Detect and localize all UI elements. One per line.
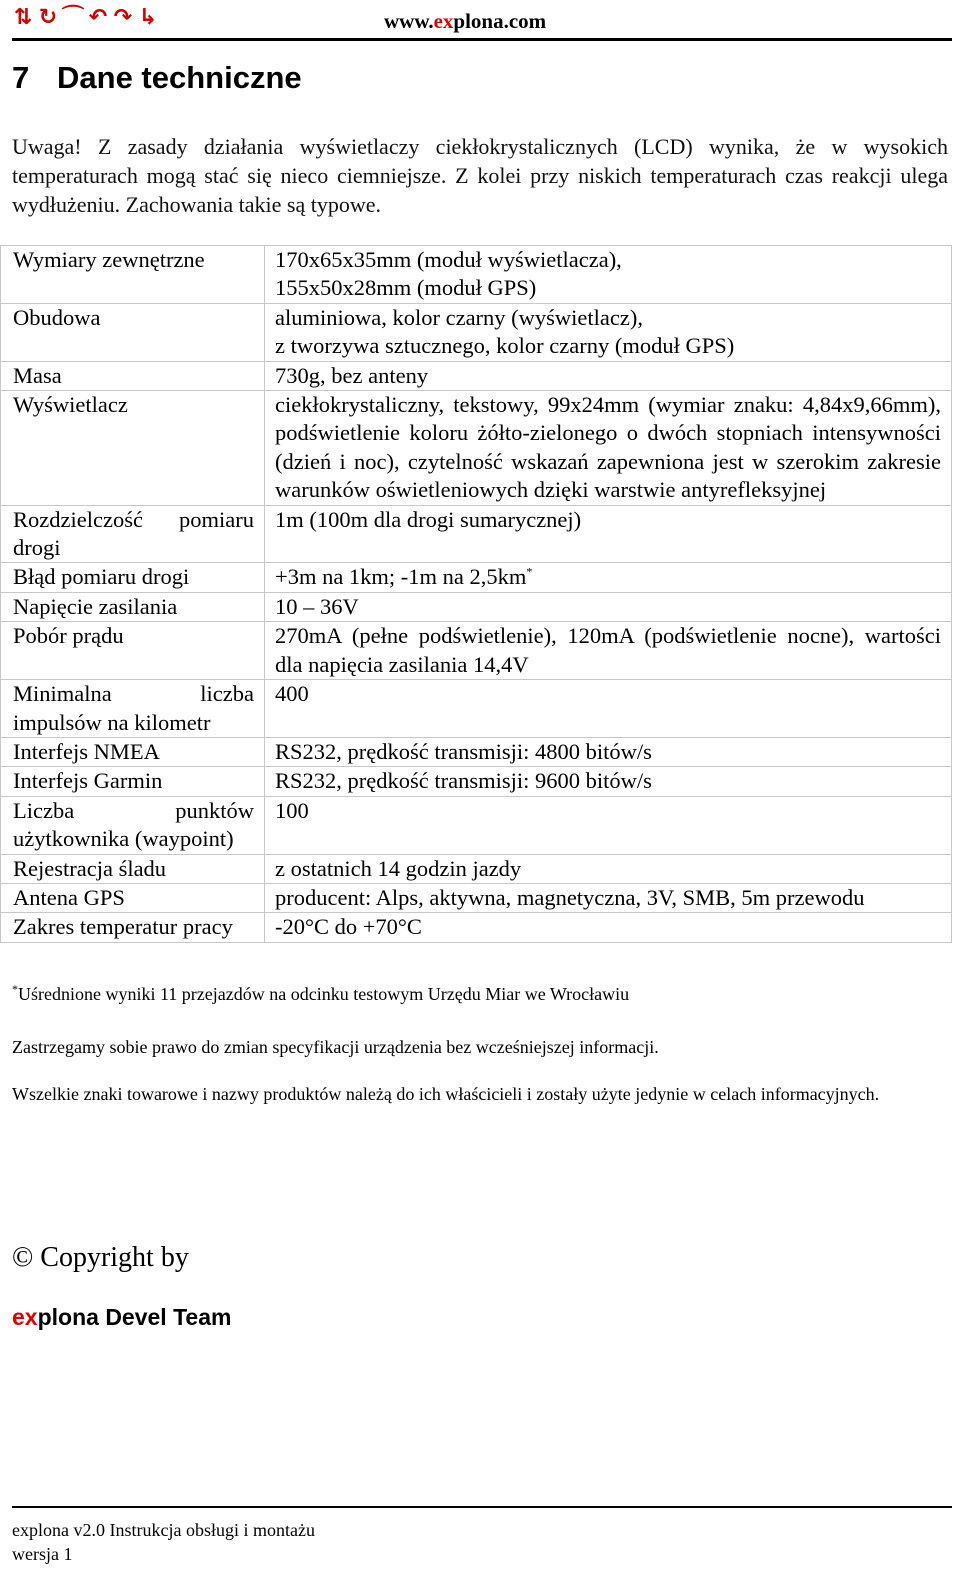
spec-label: Interfejs Garmin	[1, 767, 265, 796]
spec-value-line	[275, 391, 941, 505]
spec-row	[1, 246, 952, 304]
footnote-ref: *	[526, 564, 533, 579]
spec-value-line	[275, 246, 941, 274]
spec-value-line	[275, 797, 941, 825]
spec-value	[265, 361, 952, 390]
spec-value	[265, 680, 952, 738]
spec-value-text: RS232, prędkość transmisji: 4800 bitów/s	[275, 738, 652, 764]
site-prefix: www.	[384, 9, 434, 33]
page-header	[12, 2, 952, 38]
spec-value-text: 270mA (pełne podświetlenie), 120mA (podświetlenie nocne), wartości dla napięcia zasilania 14,4V	[275, 623, 941, 677]
spec-label: Masa	[1, 361, 265, 390]
spec-row	[1, 391, 952, 506]
footer-title: explona v2.0 Instrukcja obsługi i montażu	[12, 1520, 315, 1540]
team-rest: plona Devel Team	[37, 1304, 232, 1330]
spec-value	[265, 854, 952, 883]
spec-value-text: 10 – 36V	[275, 593, 359, 619]
spec-value	[265, 767, 952, 796]
trademarks-paragraph: Wszelkie znaki towarowe i nazwy produktów należą do ich właścicieli i zostały użyte jedynie w celach informacyjnych.	[12, 1084, 880, 1104]
spec-row	[1, 361, 952, 390]
spec-label: Liczba punktów użytkownika (waypoint)	[1, 796, 265, 854]
u-turn-icon: ↻	[38, 5, 58, 30]
header-icon-strip	[12, 4, 159, 32]
spec-value-line	[275, 680, 941, 708]
footnote	[12, 982, 948, 1006]
arc-right-icon: ↶	[88, 5, 108, 30]
spec-value-line	[275, 274, 941, 302]
spec-value-text: aluminiowa, kolor czarny (wyświetlacz),	[275, 304, 643, 330]
spec-label: Wyświetlacz	[1, 391, 265, 506]
spec-value	[265, 505, 952, 563]
footnote-mark: *	[12, 982, 18, 996]
spec-label: Minimalna liczba impulsów na kilometr	[1, 680, 265, 738]
arc-left-icon: ⌒	[62, 5, 85, 30]
spec-label: Pobór prądu	[1, 622, 265, 680]
section-title: Dane techniczne	[57, 60, 302, 95]
spec-value-line	[275, 738, 941, 766]
spec-value-line	[275, 362, 941, 390]
reservation-paragraph: Zastrzegamy sobie prawo do zmian specyfikacji urządzenia bez wcześniejszej informacji.	[12, 1037, 659, 1057]
spec-table	[0, 245, 952, 943]
spec-row	[1, 854, 952, 883]
team-name	[12, 1302, 231, 1332]
spec-row	[1, 303, 952, 361]
spec-row	[1, 737, 952, 766]
spec-label: Błąd pomiaru drogi	[1, 563, 265, 592]
spec-value	[265, 563, 952, 592]
section-heading	[12, 58, 302, 98]
spec-value-text: -20°C do +70°C	[275, 914, 422, 940]
spec-value-line	[275, 622, 941, 679]
spec-row	[1, 913, 952, 942]
footer-version: wersja 1	[12, 1544, 73, 1564]
spec-label: Antena GPS	[1, 883, 265, 912]
spec-value-text: z ostatnich 14 godzin jazdy	[275, 855, 522, 881]
sort-arrows-icon: ⇅	[13, 5, 33, 30]
spec-value	[265, 246, 952, 304]
spec-value-line	[275, 913, 941, 941]
copyright-line: © Copyright by	[12, 1242, 189, 1273]
spec-value-text: 1m (100m dla drogi sumarycznej)	[275, 506, 582, 532]
spec-value-line	[275, 593, 941, 621]
spec-value-text: 400	[275, 681, 309, 707]
spec-row	[1, 563, 952, 592]
spec-row	[1, 680, 952, 738]
spec-row	[1, 622, 952, 680]
spec-value	[265, 737, 952, 766]
spec-value-text: z tworzywa sztucznego, kolor czarny (moduł GPS)	[275, 333, 735, 359]
spec-value	[265, 913, 952, 942]
spec-value-text: 730g, bez anteny	[275, 362, 429, 388]
spec-label: Wymiary zewnętrzne	[1, 246, 265, 304]
spec-label: Obudowa	[1, 303, 265, 361]
site-address	[384, 8, 546, 34]
spec-row	[1, 796, 952, 854]
spec-row	[1, 505, 952, 563]
spec-value-text: RS232, prędkość transmisji: 9600 bitów/s	[275, 768, 652, 794]
spec-value-line	[275, 304, 941, 332]
spec-row	[1, 592, 952, 621]
spec-value	[265, 796, 952, 854]
spec-value-line	[275, 855, 941, 883]
arc-wave-icon: ↷	[113, 5, 133, 30]
spec-value-text: producent: Alps, aktywna, magnetyczna, 3V, SMB, 5m przewodu	[275, 884, 865, 910]
turn-right-icon: ↳	[138, 5, 158, 30]
spec-value-text: 100	[275, 797, 309, 823]
page-footer	[12, 1518, 315, 1566]
spec-label: Napięcie zasilania	[1, 592, 265, 621]
spec-value-line	[275, 506, 941, 534]
spec-value-line	[275, 884, 941, 912]
footer-rule	[12, 1506, 952, 1508]
spec-row	[1, 767, 952, 796]
spec-label: Rozdzielczość pomiaru drogi	[1, 505, 265, 563]
spec-value	[265, 303, 952, 361]
spec-value	[265, 391, 952, 506]
spec-value-line	[275, 332, 941, 360]
spec-row	[1, 883, 952, 912]
spec-value	[265, 622, 952, 680]
header-rule	[12, 38, 952, 41]
spec-value-text: ciekłokrystaliczny, tekstowy, 99x24mm (wymiar znaku: 4,84x9,66mm), podświetlenie koloru żółto-zielonego o dwóch stopniach intensywności (dzień i noc), czytelność wskazań zapewniona jest w szerokim zakresie warunków oświetleniowych dzięki warstwie antyrefleksyjnej	[275, 392, 941, 503]
spec-value	[265, 883, 952, 912]
notice-paragraph: Uwaga! Z zasady działania wyświetlaczy ciekłokrystalicznych (LCD) wynika, że w wysokich temperaturach mogą stać się nieco ciemniejsze. Z kolei przy niskich temperaturach czas reakcji ulega wydłużeniu. Zachowania takie są typowe.	[12, 134, 948, 217]
site-brand-red: ex	[433, 9, 454, 33]
spec-value-line	[275, 767, 941, 795]
spec-value-line	[275, 563, 941, 591]
section-number: 7	[12, 60, 30, 95]
spec-label: Interfejs NMEA	[1, 737, 265, 766]
spec-value	[265, 592, 952, 621]
team-brand-red: ex	[12, 1304, 38, 1330]
site-rest: plona.com	[453, 9, 547, 33]
spec-label: Rejestracja śladu	[1, 854, 265, 883]
document-page	[12, 0, 952, 1574]
spec-value-text: 170x65x35mm (moduł wyświetlacza),	[275, 247, 622, 272]
spec-label: Zakres temperatur pracy	[1, 913, 265, 942]
spec-value-text: 155x50x28mm (moduł GPS)	[275, 275, 537, 301]
footnote-text: Uśrednione wyniki 11 przejazdów na odcinku testowym Urzędu Miar we Wrocławiu	[18, 984, 630, 1004]
spec-value-text: +3m na 1km; -1m na 2,5km	[275, 564, 527, 590]
